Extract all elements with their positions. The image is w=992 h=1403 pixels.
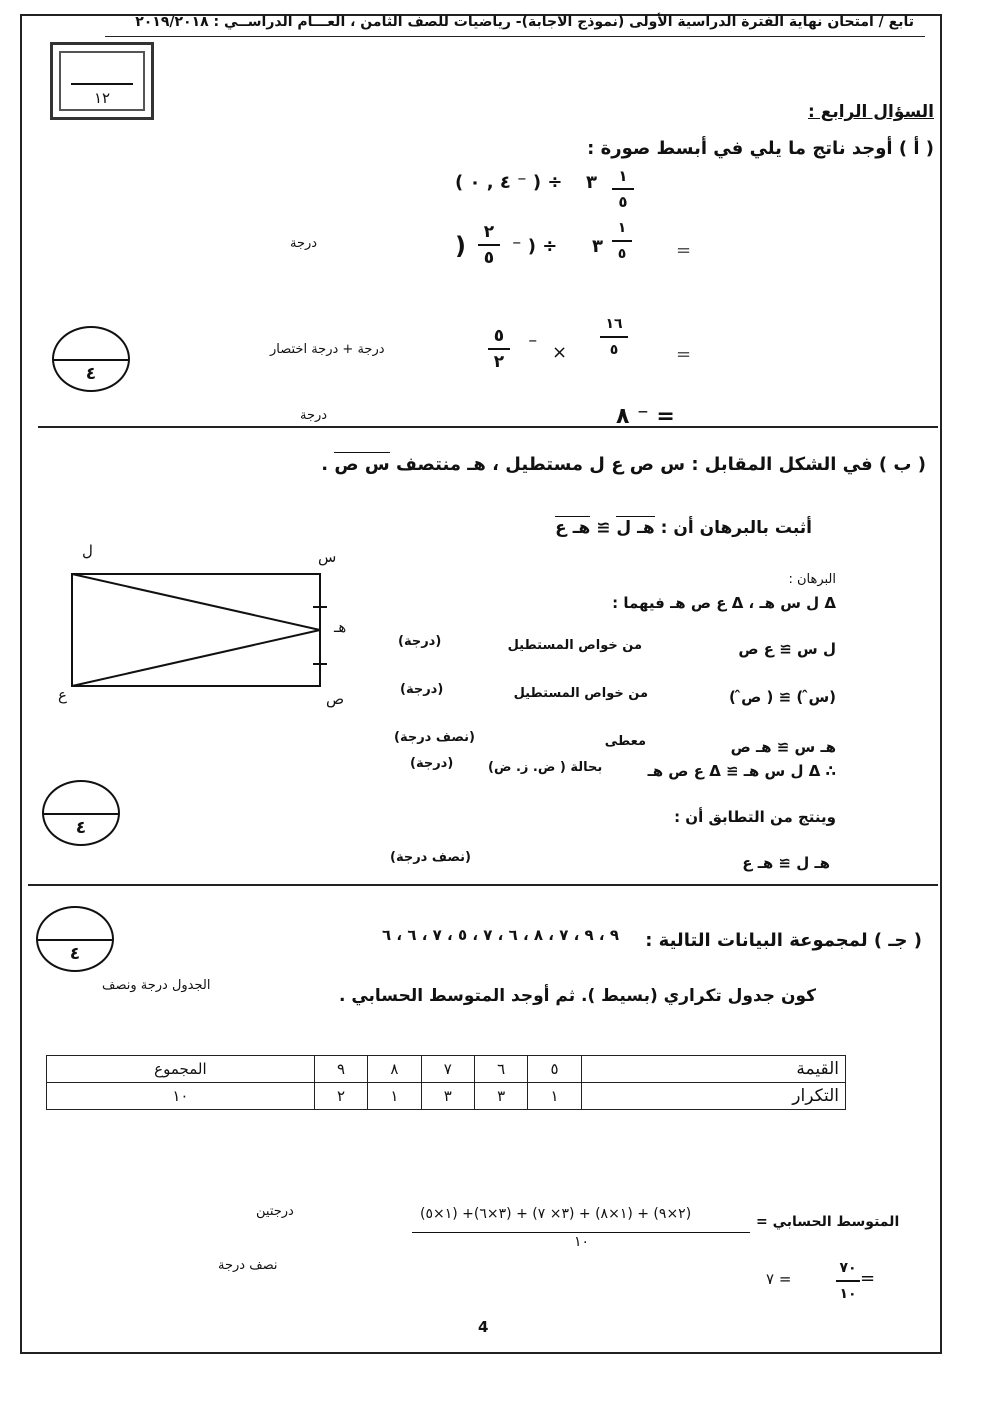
part-a-prompt: ( أ ) أوجد ناتج ما يلي في أبسط صورة : xyxy=(587,138,934,159)
step2-mark: درجة + درجة اختصار xyxy=(270,342,385,357)
expr-fraction: ١ ٥ xyxy=(612,166,634,212)
mean-mark: درجتين xyxy=(256,1204,294,1219)
table-row-values xyxy=(47,1056,846,1083)
proof-stmt-4: ∴ Δ ل س هـ ≅ Δ ع ص هـ xyxy=(647,762,836,780)
proof-reason-1: من خواص المستطيل xyxy=(507,638,642,653)
expr-operation: ÷ ( ⁻ ٤ , ٠ ) xyxy=(455,172,563,193)
step1-fraction: ١ ٥ xyxy=(612,218,632,264)
proof-reason-4: بحالة ( ض. ز. ض) xyxy=(488,760,603,775)
table-cell: ٣ xyxy=(421,1083,474,1110)
segment-HA xyxy=(72,630,320,686)
table-cell: ٥ xyxy=(528,1056,581,1083)
mean-denominator: ١٠ xyxy=(574,1234,590,1250)
mean-fraction-bar xyxy=(412,1232,750,1233)
table-cell: ٩ xyxy=(314,1056,367,1083)
step2-fraction2: ٥ ٢ xyxy=(488,326,510,372)
part-c-instruction: كون جدول تكراري (بسيط ). ثم أوجد المتوسط الحسابي . xyxy=(338,986,816,1006)
table-cell: ٣ xyxy=(475,1083,528,1110)
proof-triangles: Δ ل س هـ ، Δ ع ص هـ فيهما : xyxy=(612,594,836,612)
rectangle-shape xyxy=(72,574,320,686)
divider-b-c xyxy=(28,884,938,886)
part-b-prompt: ( ب ) في الشكل المقابل : س ص ع ل مستطيل ، هـ منتصف س ص . xyxy=(321,454,926,475)
vertex-label-S: س xyxy=(318,548,337,566)
vertex-label-L: ل xyxy=(82,542,93,560)
result-mark: نصف درجة xyxy=(218,1258,278,1273)
exam-header: تابع / امتحان نهاية الفترة الدراسية الأولى (نموذج الاجابة)- رياضيات للصف الثامن ، العـــام الدراســي : ٢٠١٩/٢٠١٨ xyxy=(135,14,914,30)
table-cell: ٨ xyxy=(368,1056,421,1083)
proof-stmt-1: ل س ≅ ع ص xyxy=(738,640,836,658)
proof-stmt-2: (س̂ ) ≅ ( ص̂ ) xyxy=(729,688,836,706)
prove-statement: أثبت بالبرهان أن : هـ ل ≅ هـ ع xyxy=(555,518,812,538)
proof-mark-1: (درجة) xyxy=(398,634,442,649)
proof-result-statement: هـ ل ≅ هـ ع xyxy=(742,854,830,872)
table-row-frequencies xyxy=(47,1083,846,1110)
proof-mark-4: (درجة) xyxy=(410,756,454,771)
proof-result-label: وينتج من التطابق أن : xyxy=(674,808,836,826)
table-cell: ١ xyxy=(528,1083,581,1110)
step1-rest-fraction: ٢ ٥ xyxy=(478,222,500,268)
frequency-table xyxy=(46,1055,846,1110)
table-cell: ٦ xyxy=(475,1056,528,1083)
mean-equals: = xyxy=(860,1268,876,1289)
table-cell: ١ xyxy=(368,1083,421,1110)
step1-close: ) xyxy=(455,232,466,260)
step1-whole: ٣ xyxy=(592,236,603,257)
part-c-score-circle: ٤ xyxy=(36,906,114,972)
step2-negative: ⁻ xyxy=(528,334,538,355)
mean-label: المتوسط الحسابي = xyxy=(756,1214,900,1230)
score-box xyxy=(50,42,154,120)
step1-equals: = xyxy=(676,240,692,261)
table-cell: ٧ xyxy=(421,1056,474,1083)
mean-result: = ٧ xyxy=(766,1270,792,1288)
vertex-label-P: ص xyxy=(326,690,345,708)
page-number: 4 xyxy=(478,1318,489,1336)
step2-fraction1: ١٦ ٥ xyxy=(600,314,628,360)
question-title: السؤال الرابع : xyxy=(808,102,934,122)
proof-label: البرهان : xyxy=(788,572,836,587)
row-label-frequency: التكرار xyxy=(581,1083,845,1110)
step2-equals: = xyxy=(676,344,692,365)
mean-result-fraction: ٧٠ ١٠ xyxy=(836,1258,860,1304)
vertex-label-A: ع xyxy=(58,686,67,704)
part-a-score-circle: ٤ xyxy=(52,326,130,392)
step3-mark: درجة xyxy=(300,408,328,423)
proof-result-mark: (نصف درجة) xyxy=(390,850,471,865)
midpoint-label-H: هـ xyxy=(334,618,347,636)
proof-mark-2: (درجة) xyxy=(400,682,444,697)
proof-mark-3: (نصف درجة) xyxy=(394,730,475,745)
mean-numerator: (١×٥) +(٣×٦) + (٣× ٧) + (١×٨) + (٢×٩) xyxy=(420,1206,692,1222)
table-cell: ٢ xyxy=(314,1083,367,1110)
proof-reason-2: من خواص المستطيل xyxy=(513,686,648,701)
segment-HL xyxy=(72,574,320,630)
table-mark-note: الجدول درجة ونصف xyxy=(102,978,211,993)
part-b-score-circle: ٤ xyxy=(42,780,120,846)
expr-whole: ٣ xyxy=(586,172,597,193)
proof-stmt-3: هـ س ≅ هـ ص xyxy=(730,738,836,756)
table-cell-total: ١٠ xyxy=(47,1083,315,1110)
proof-reason-3: معطى xyxy=(604,734,646,749)
step2-times: × xyxy=(552,342,568,363)
table-cell-total-label: المجموع xyxy=(47,1056,315,1083)
part-c-data-values: ٩ ، ٩ ، ٧ ، ٨ ، ٦ ، ٧ ، ٥ ، ٧ ، ٦ ، ٦ xyxy=(382,926,619,944)
step1-rest: ÷ ( ⁻ xyxy=(512,236,558,257)
divider-a-b xyxy=(38,426,938,428)
header-underline xyxy=(105,36,925,37)
step3-result: = ⁻ ٨ xyxy=(616,404,675,429)
row-label-value: القيمة xyxy=(581,1056,845,1083)
part-c-prompt: ( جـ ) لمجموعة البيانات التالية : xyxy=(645,930,922,951)
step1-mark: درجة xyxy=(290,236,318,251)
score-box-value: ١٢ xyxy=(93,89,111,107)
